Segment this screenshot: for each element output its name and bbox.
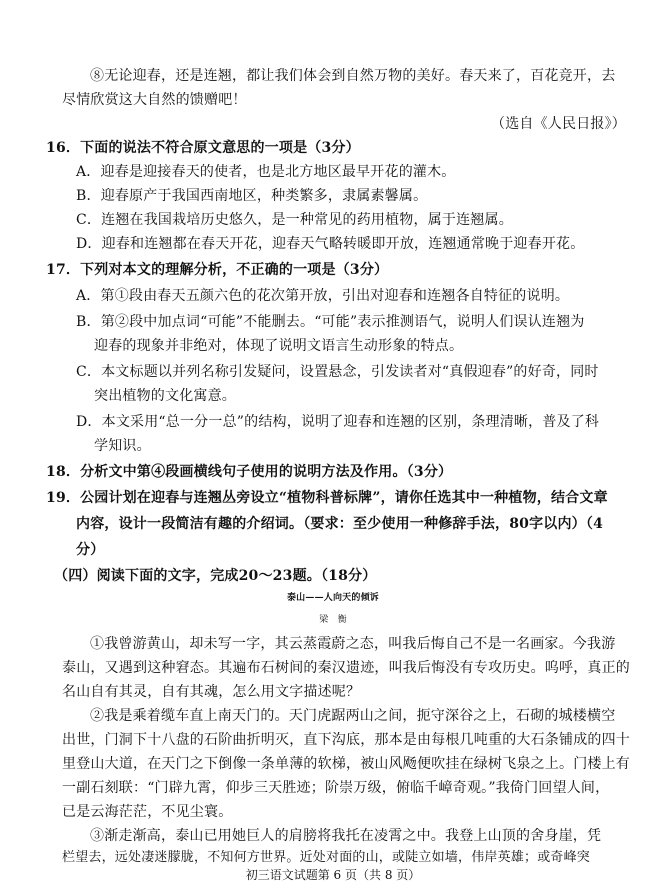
p2-line4: 一副石刻联：“门辟九霄，仰步三天胜迹；阶崇万级，俯临千嶂奇观。”我倚门回望人间， (62, 780, 610, 796)
p2-line2: 出世，门洞下十八盘的石阶曲折明灭，直下沟底，那本是由每根几吨重的大石条铺成的四十 (62, 732, 630, 748)
q17-stem: 17．下列对本文的理解分析，不正确的一项是（3分） (46, 262, 389, 278)
q17-option-d-line1: D．本文采用“总一分一总”的结构，说明了迎春和连翘的区别，条理清晰，普及了科 (76, 414, 600, 430)
q18-stem: 18．分析文中第④段画横线句子使用的说明方法及作用。（3分） (46, 464, 453, 480)
q17-option-c-line2: 突出植物的文化寓意。 (94, 388, 236, 404)
q17-option-a: A．第①段由春天五颜六色的花次第开放，引出对迎春和连翘各自特征的说明。 (76, 288, 570, 304)
q17-option-b-line1: B．第②段中加点词“可能”不能删去。“可能”表示推测语气，说明人们误认连翘为 (76, 314, 585, 330)
q19-line1: 19．公园计划在迎春与连翘丛旁设立“植物科普标牌”，请你任选其中一种植物，结合文章 (46, 490, 608, 506)
q17-option-d-line2: 学知识。 (94, 438, 151, 454)
q19-line2: 内容，设计一段简洁有趣的介绍词。（要求：至少使用一种修辞手法，80字以内）（4 (76, 516, 604, 532)
q16-option-a: A．迎春是迎接春天的使者，也是北方地区最早开花的灌木。 (76, 164, 456, 180)
p1-line3: 名山自有其灵，自有其魂，怎么用文字描述呢？ (62, 684, 361, 700)
para8-line2: 尽情欣赏这大自然的馈赠吧！ (62, 92, 247, 108)
p2-line1: ②我是乘着缆车直上南天门的。天门虎踞两山之间，扼守深谷之上，石砌的城楼横空 (90, 708, 616, 724)
passage-title: 泰山——人向天的倾诉 (286, 593, 379, 603)
p1-line2: 泰山，又遇到这种窘态。其遍布石树间的秦汉遗迹，叫我后悔没有专攻历史。呜呼，真正的 (62, 660, 630, 676)
q16-option-b: B．迎春原产于我国西南地区，种类繁多，隶属素馨属。 (76, 188, 428, 204)
para8-line1: ⑧无论迎春，还是连翘，都让我们体会到自然万物的美好。春天来了，百花竞开，去 (90, 68, 616, 84)
page-footer: 初三语文试题第 6 页（共 8 页） (245, 868, 421, 882)
q16-stem: 16．下面的说法不符合原文意思的一项是（3分） (46, 140, 360, 156)
p3-line1: ③渐走渐高，泰山已用她巨人的肩膀将我托在凌霄之中。我登上山顶的舍身崖，凭 (90, 828, 602, 844)
p2-line3: 里登山大道，在天门之下倒像一条单薄的软梯，被山风飏便吹挂在绿树飞泉之上。门楼上有 (62, 756, 630, 772)
p1-line1: ①我曾游黄山，却未写一字，其云蒸霞蔚之态，叫我后悔自己不是一名画家。今我游 (90, 636, 616, 652)
passage-author: 梁 衡 (319, 615, 347, 625)
p2-line5: 已是云海茫茫，不见尘寰。 (62, 804, 233, 820)
p3-line2: 栏望去，远处凄迷朦胧，不知何方世界。近处对面的山，或陡立如墙，伟岸英雄；或奇峰突 (62, 850, 591, 865)
q17-option-b-line2: 迎春的现象并非绝对，体现了说明文语言生动形象的特点。 (94, 338, 464, 354)
q19-line3: 分） (76, 542, 105, 558)
q17-option-c-line1: C．本文标题以并列名称引发疑问，设置悬念，引发读者对“真假迎春”的好奇，同时 (76, 364, 599, 380)
q16-option-c: C．连翘在我国栽培历史悠久，是一种常见的药用植物，属于连翘属。 (76, 212, 513, 228)
section4-heading: （四）阅读下面的文字，完成20～23题。（18分） (54, 568, 377, 584)
q16-option-d: D．迎春和连翘都在春天开花，迎春天气略转暖即开放，连翘通常晚于迎春开花。 (76, 236, 585, 252)
source-citation: （选自《人民日报》） (491, 116, 626, 132)
